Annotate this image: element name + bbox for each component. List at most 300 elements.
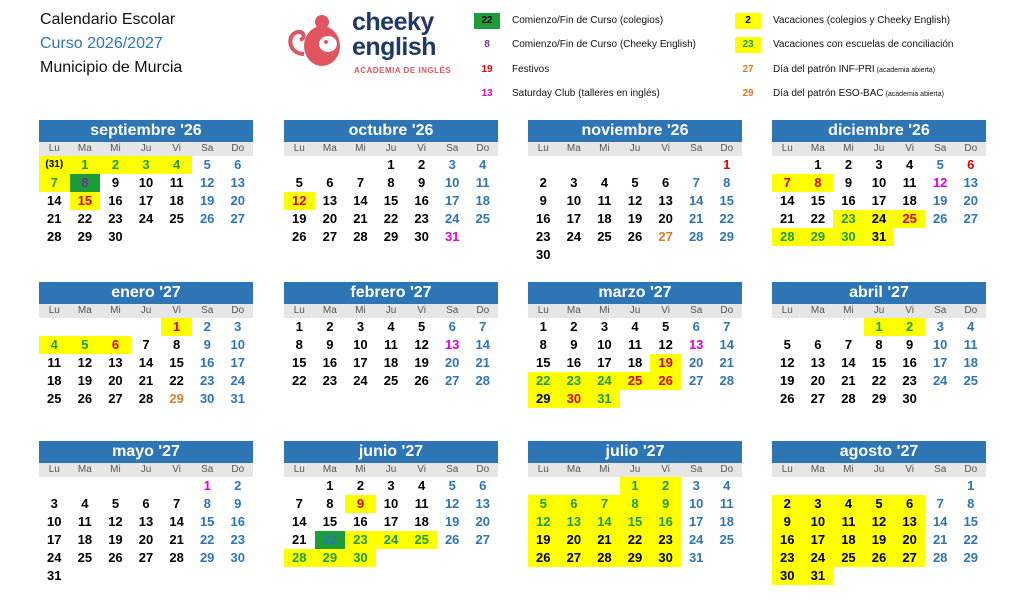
day-cell: 29 <box>199 550 215 565</box>
day-cell <box>833 567 864 585</box>
week-row <box>528 174 742 192</box>
day-cell: 18 <box>383 355 399 370</box>
weekday-label: Ju <box>629 464 641 475</box>
day-cell: 6 <box>100 336 131 354</box>
day-cell: 18 <box>719 514 734 529</box>
day-cell: 29 <box>871 391 887 406</box>
week-row <box>39 318 253 336</box>
day-cell: 3 <box>875 157 883 172</box>
day-cell: 5 <box>111 496 120 511</box>
day-cell: 22 <box>315 531 346 549</box>
weekday-label: Do <box>476 464 490 475</box>
day-cell: 2 <box>326 319 334 334</box>
week-row <box>284 228 498 246</box>
week-row <box>772 390 986 408</box>
day-cell: 20 <box>444 355 460 370</box>
day-cell: 29 <box>620 549 651 567</box>
day-cell <box>894 228 925 246</box>
day-cell: 4 <box>81 496 89 511</box>
day-cell: 28 <box>589 549 620 567</box>
day-cell: 13 <box>322 193 338 208</box>
day-cell: 10 <box>230 337 245 352</box>
day-cell <box>650 390 681 408</box>
day-cell <box>315 156 346 174</box>
day-cell: 12 <box>627 193 643 208</box>
day-cell: 27 <box>475 532 490 547</box>
day-cell: 13 <box>108 355 123 370</box>
week-row <box>39 495 253 513</box>
day-cell: 25 <box>406 531 437 549</box>
day-cell <box>833 477 864 495</box>
month-calendar <box>528 282 742 408</box>
day-cell: 24 <box>444 211 460 226</box>
month-calendar <box>39 441 253 585</box>
month-title: marzo '27 <box>528 282 742 304</box>
weekday-label: Vi <box>661 464 670 475</box>
day-cell <box>528 156 559 174</box>
weekday-label: Do <box>231 305 245 316</box>
weekday-label: Mi <box>110 143 121 154</box>
day-cell: 21 <box>353 211 368 226</box>
day-cell: 26 <box>864 549 895 567</box>
day-cell: 8 <box>875 337 883 352</box>
day-cell: 24 <box>932 373 948 388</box>
day-cell: 27 <box>138 550 154 565</box>
day-cell: 9 <box>111 175 120 190</box>
legend-note: (academia abierta) <box>883 91 944 98</box>
day-cell <box>131 228 162 246</box>
day-cell: 12 <box>284 192 315 210</box>
day-cell: 21 <box>169 532 184 547</box>
day-cell: 5 <box>528 495 559 513</box>
legend-label: Día del patrón INF-PRI (academia abierta) <box>773 64 936 75</box>
day-cell: 20 <box>894 531 925 549</box>
day-cell: 7 <box>142 337 150 352</box>
weekday-label: Mi <box>599 464 610 475</box>
day-cell: 18 <box>77 532 93 547</box>
day-cell: 6 <box>479 478 487 493</box>
weekday-label: Lu <box>781 464 793 475</box>
day-cell: 30 <box>536 247 551 262</box>
day-cell: 2 <box>894 318 925 336</box>
day-cell: 22 <box>810 211 826 226</box>
weekday-label: Sa <box>446 464 459 475</box>
week-row <box>39 531 253 549</box>
day-cell: 9 <box>539 193 547 208</box>
weekday-label: Sa <box>201 143 214 154</box>
day-cell: 3 <box>936 319 944 334</box>
day-cell: 27 <box>688 373 704 388</box>
day-cell <box>620 156 651 174</box>
day-cell: 1 <box>539 319 547 334</box>
day-cell: 2 <box>650 477 681 495</box>
day-cell <box>803 318 834 336</box>
weekday-label: Lu <box>293 305 305 316</box>
weekday-label: Ma <box>566 464 581 475</box>
weekday-label: Do <box>476 305 490 316</box>
weekday-label: Lu <box>48 143 60 154</box>
day-cell: 11 <box>719 496 734 511</box>
week-row <box>772 477 986 495</box>
day-cell: 5 <box>70 336 101 354</box>
day-cell: 6 <box>894 495 925 513</box>
day-cell: 14 <box>353 193 368 208</box>
day-cell: 23 <box>772 549 803 567</box>
weekday-label: Ma <box>322 305 337 316</box>
day-cell: 2 <box>100 156 131 174</box>
day-cell: 10 <box>138 175 154 190</box>
day-cell: 22 <box>77 211 93 226</box>
week-row <box>528 156 742 174</box>
weekday-label: Do <box>720 143 734 154</box>
weekday-label: Do <box>476 143 490 154</box>
weekday-label: Do <box>964 143 978 154</box>
day-cell: 17 <box>688 514 704 529</box>
week-row <box>39 567 253 585</box>
day-cell <box>70 318 101 336</box>
week-row <box>772 549 986 567</box>
day-cell <box>864 567 895 585</box>
day-cell: 19 <box>199 193 215 208</box>
logo-subtitle: ACADEMIA DE INGLÉS <box>354 66 452 75</box>
day-cell: 4 <box>387 319 395 334</box>
day-cell <box>192 567 223 585</box>
day-cell <box>772 318 803 336</box>
day-cell: 3 <box>803 495 834 513</box>
day-cell: 30 <box>833 228 864 246</box>
week-row <box>39 372 253 390</box>
day-cell: 14 <box>688 193 704 208</box>
day-cell: 26 <box>780 391 795 406</box>
day-cell: 8 <box>326 496 334 511</box>
day-cell: 1 <box>723 157 731 172</box>
day-cell <box>681 390 712 408</box>
weekday-label: Vi <box>172 143 181 154</box>
day-cell: 10 <box>871 175 887 190</box>
day-cell: 24 <box>589 372 620 390</box>
day-cell: 30 <box>650 549 681 567</box>
day-cell: 27 <box>322 229 338 244</box>
page-title: Calendario Escolar <box>40 11 176 28</box>
day-cell: 10 <box>566 193 582 208</box>
day-cell: 25 <box>833 549 864 567</box>
day-cell: 7 <box>772 174 803 192</box>
day-cell: 8 <box>203 496 211 511</box>
day-cell: 17 <box>47 532 62 547</box>
week-row <box>39 390 253 408</box>
weekday-label: Sa <box>934 464 947 475</box>
weekday-label: Ma <box>810 305 825 316</box>
legend-swatch: 19 <box>481 64 493 75</box>
day-cell: (31) <box>39 156 70 174</box>
day-cell <box>681 156 712 174</box>
day-cell: 15 <box>620 513 651 531</box>
legend-swatch: 13 <box>481 88 493 99</box>
week-row <box>528 531 742 549</box>
day-cell: 14 <box>292 514 307 529</box>
day-cell: 26 <box>650 372 681 390</box>
day-cell: 17 <box>353 355 368 370</box>
legend-label: Comienzo/Fin de Curso (colegios) <box>512 15 664 26</box>
week-row <box>284 318 498 336</box>
weekday-label: Sa <box>934 143 947 154</box>
day-cell: 13 <box>658 193 673 208</box>
day-cell <box>772 477 803 495</box>
day-cell: 13 <box>475 496 490 511</box>
day-cell: 26 <box>528 549 559 567</box>
weekday-label: Sa <box>446 143 459 154</box>
day-cell: 9 <box>844 175 853 190</box>
legend-swatch: 22 <box>474 13 500 29</box>
day-cell: 2 <box>539 175 547 190</box>
week-row <box>772 318 986 336</box>
day-cell: 3 <box>50 496 58 511</box>
day-cell: 13 <box>963 175 978 190</box>
day-cell: 11 <box>47 355 62 370</box>
week-row <box>528 549 742 567</box>
day-cell: 15 <box>292 355 307 370</box>
day-cell: 6 <box>661 175 670 190</box>
day-cell: 2 <box>844 157 853 172</box>
day-cell: 4 <box>39 336 70 354</box>
month-calendar <box>39 282 253 408</box>
day-cell: 22 <box>871 373 887 388</box>
day-cell <box>559 477 590 495</box>
day-cell <box>559 246 590 264</box>
month-title: septiembre '26 <box>39 120 253 142</box>
weekday-label: Lu <box>537 143 549 154</box>
weekday-header <box>528 142 742 156</box>
day-cell: 12 <box>199 175 215 190</box>
day-cell: 17 <box>932 355 948 370</box>
week-row <box>528 228 742 246</box>
day-cell: 11 <box>963 337 978 352</box>
week-row <box>772 354 986 372</box>
day-cell: 20 <box>230 193 245 208</box>
day-cell: 29 <box>383 229 399 244</box>
day-cell: 9 <box>326 337 334 352</box>
day-cell <box>589 246 620 264</box>
day-cell: 12 <box>77 355 93 370</box>
week-row <box>284 192 498 210</box>
legend-swatch: 2 <box>735 13 761 29</box>
day-cell <box>650 246 681 264</box>
day-cell: 25 <box>383 373 399 388</box>
weekday-label: Ju <box>629 143 641 154</box>
day-cell: 9 <box>650 495 681 513</box>
day-cell: 16 <box>566 355 582 370</box>
weekday-label: Ju <box>385 464 397 475</box>
day-cell: 7 <box>844 337 853 352</box>
day-cell: 23 <box>536 229 551 244</box>
day-cell: 4 <box>161 156 192 174</box>
day-cell: 9 <box>417 175 426 190</box>
day-cell: 7 <box>936 496 944 511</box>
weekday-header <box>772 463 986 477</box>
weekday-label: Lu <box>781 143 793 154</box>
week-row <box>284 354 498 372</box>
day-cell: 28 <box>284 549 315 567</box>
day-cell <box>406 549 437 567</box>
day-cell <box>467 549 498 567</box>
day-cell <box>620 246 651 264</box>
day-cell: 5 <box>661 319 670 334</box>
day-cell: 15 <box>383 193 399 208</box>
day-cell <box>650 156 681 174</box>
weekday-label: Vi <box>905 305 914 316</box>
day-cell: 19 <box>414 355 429 370</box>
day-cell: 25 <box>47 391 62 406</box>
day-cell <box>711 390 742 408</box>
day-cell: 17 <box>138 193 154 208</box>
day-cell: 30 <box>345 549 376 567</box>
day-cell: 18 <box>414 514 429 529</box>
weekday-label: Lu <box>537 464 549 475</box>
monkey-logo-icon <box>282 10 348 76</box>
day-cell: 11 <box>169 175 184 190</box>
day-cell: 26 <box>108 550 123 565</box>
legend-swatch: 23 <box>735 37 761 53</box>
day-cell: 6 <box>234 157 242 172</box>
day-cell: 12 <box>528 513 559 531</box>
day-cell: 26 <box>199 211 215 226</box>
day-cell: 27 <box>894 549 925 567</box>
week-row <box>528 354 742 372</box>
day-cell: 8 <box>967 496 975 511</box>
month-calendar <box>284 120 498 246</box>
day-cell <box>955 567 986 585</box>
week-row <box>528 372 742 390</box>
day-cell: 17 <box>383 514 399 529</box>
day-cell: 24 <box>803 549 834 567</box>
cheeky-english-logo <box>282 10 452 80</box>
day-cell: 14 <box>475 337 490 352</box>
day-cell: 30 <box>414 229 429 244</box>
day-cell: 7 <box>356 175 365 190</box>
legend-label: Día del patrón ESO-BAC (academia abierta) <box>773 88 944 99</box>
week-row <box>772 567 986 585</box>
day-cell: 6 <box>142 496 150 511</box>
day-cell: 15 <box>199 514 215 529</box>
day-cell: 28 <box>138 391 154 406</box>
day-cell: 7 <box>723 319 731 334</box>
day-cell: 12 <box>414 337 429 352</box>
day-cell: 10 <box>803 513 834 531</box>
day-cell: 10 <box>353 337 368 352</box>
day-cell: 4 <box>833 495 864 513</box>
legend-label: Vacaciones (colegios y Cheeky English) <box>773 15 951 26</box>
day-cell: 11 <box>384 337 398 352</box>
weekday-header <box>39 463 253 477</box>
day-cell: 28 <box>47 229 62 244</box>
day-cell: 14 <box>138 355 154 370</box>
day-cell: 8 <box>620 495 651 513</box>
day-cell: 12 <box>658 337 673 352</box>
day-cell: 13 <box>688 337 704 352</box>
week-row <box>284 372 498 390</box>
day-cell: 15 <box>322 514 338 529</box>
day-cell: 5 <box>295 175 303 190</box>
day-cell: 13 <box>810 355 826 370</box>
day-cell: 10 <box>597 337 612 352</box>
week-row <box>528 192 742 210</box>
day-cell <box>925 228 956 246</box>
day-cell: 12 <box>108 514 123 529</box>
day-cell: 16 <box>230 514 245 529</box>
day-cell: 29 <box>803 228 834 246</box>
day-cell: 1 <box>967 478 975 493</box>
weekday-label: Vi <box>417 305 426 316</box>
weekday-label: Sa <box>690 305 703 316</box>
day-cell: 10 <box>47 514 62 529</box>
day-cell: 29 <box>77 229 93 244</box>
day-cell: 26 <box>444 532 460 547</box>
day-cell: 26 <box>414 373 429 388</box>
weekday-label: Ma <box>810 143 825 154</box>
weekday-label: Mi <box>843 464 854 475</box>
day-cell: 9 <box>905 337 914 352</box>
week-row <box>284 531 498 549</box>
month-calendar <box>528 120 742 264</box>
day-cell: 6 <box>326 175 334 190</box>
month-title: octubre '26 <box>284 120 498 142</box>
legend-note: (academia abierta) <box>874 67 936 74</box>
day-cell: 23 <box>902 373 917 388</box>
day-cell: 4 <box>723 478 731 493</box>
day-cell: 10 <box>383 496 399 511</box>
week-row <box>772 336 986 354</box>
day-cell: 7 <box>692 175 700 190</box>
day-cell <box>100 318 131 336</box>
day-cell: 25 <box>963 373 978 388</box>
day-cell: 18 <box>169 193 184 208</box>
week-row <box>39 192 253 210</box>
day-cell: 21 <box>138 373 154 388</box>
week-row <box>39 228 253 246</box>
day-cell: 21 <box>719 355 734 370</box>
day-cell <box>161 228 192 246</box>
day-cell: 4 <box>631 319 639 334</box>
weekday-label: Do <box>231 464 245 475</box>
day-cell: 14 <box>719 337 734 352</box>
day-cell: 18 <box>902 193 917 208</box>
day-cell: 3 <box>448 157 456 172</box>
day-cell <box>864 477 895 495</box>
week-row <box>284 336 498 354</box>
weekday-label: Vi <box>172 464 181 475</box>
day-cell <box>955 228 986 246</box>
day-cell: 2 <box>417 157 426 172</box>
week-row <box>284 174 498 192</box>
day-cell <box>772 156 803 174</box>
week-row <box>772 495 986 513</box>
day-cell: 30 <box>108 229 123 244</box>
day-cell: 4 <box>967 319 975 334</box>
day-cell <box>955 390 986 408</box>
day-cell: 17 <box>444 193 460 208</box>
week-row <box>528 336 742 354</box>
day-cell: 19 <box>108 532 123 547</box>
day-cell: 23 <box>345 531 376 549</box>
weekday-label: Ju <box>140 305 152 316</box>
day-cell: 27 <box>559 549 590 567</box>
day-cell: 31 <box>864 228 895 246</box>
week-row <box>528 477 742 495</box>
day-cell: 7 <box>479 319 487 334</box>
month-title: julio '27 <box>528 441 742 463</box>
day-cell: 4 <box>905 157 914 172</box>
day-cell: 20 <box>658 211 673 226</box>
